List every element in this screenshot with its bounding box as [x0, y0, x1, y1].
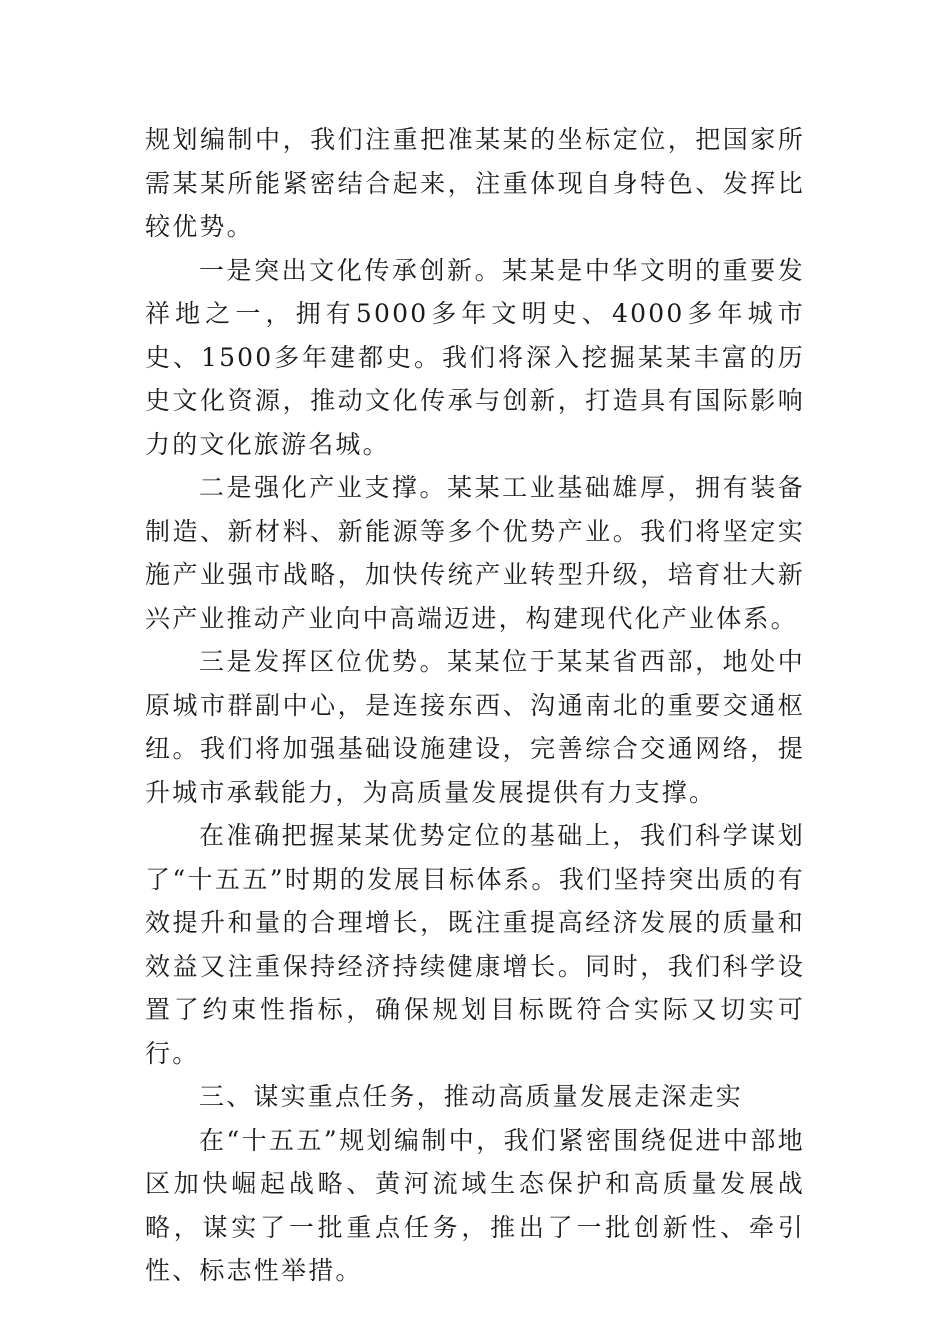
paragraph-tasks: 在“十五五”规划编制中，我们紧密围绕促进中部地区加快崛起战略、黄河流域生态保护和高质量发展战略，谋实了一批重点任务，推出了一批创新性、牵引性、标志性举措。 — [145, 1125, 805, 1285]
section-heading: 三、谋实重点任务，推动高质量发展走深走实 — [199, 1082, 744, 1111]
document-body — [145, 118, 805, 1293]
paragraph-intro: 规划编制中，我们注重把准某某的坐标定位，把国家所需某某所能紧密结合起来，注重体现自身特色、发挥比较优势。 — [145, 125, 805, 241]
paragraph-location: 三是发挥区位优势。某某位于某某省西部，地处中原城市群副中心，是连接东西、沟通南北的重要交通枢纽。我们将加强基础设施建设，完善综合交通网络，提升城市承载能力，为高质量发展提供有力支撑。 — [145, 647, 805, 807]
paragraph-culture: 一是突出文化传承创新。某某是中华文明的重要发祥地之一，拥有5000多年文明史、4000多年城市史、1500多年建都史。我们将深入挖掘某某丰富的历史文化资源，推动文化传承与创新，打造具有国际影响力的文化旅游名城。 — [145, 255, 805, 459]
paragraph-industry: 二是强化产业支撑。某某工业基础雄厚，拥有装备制造、新材料、新能源等多个优势产业。我们将坚定实施产业强市战略，加快传统产业转型升级，培育壮大新兴产业推动产业向中高端迈进，构建现代化产业体系。 — [145, 473, 805, 633]
paragraph-goals: 在准确把握某某优势定位的基础上，我们科学谋划了“十五五”时期的发展目标体系。我们坚持突出质的有效提升和量的合理增长，既注重提高经济发展的质量和效益又注重保持经济持续健康增长。同时，我们科学设置了约束性指标，确保规划目标既符合实际又切实可行。 — [145, 821, 805, 1068]
